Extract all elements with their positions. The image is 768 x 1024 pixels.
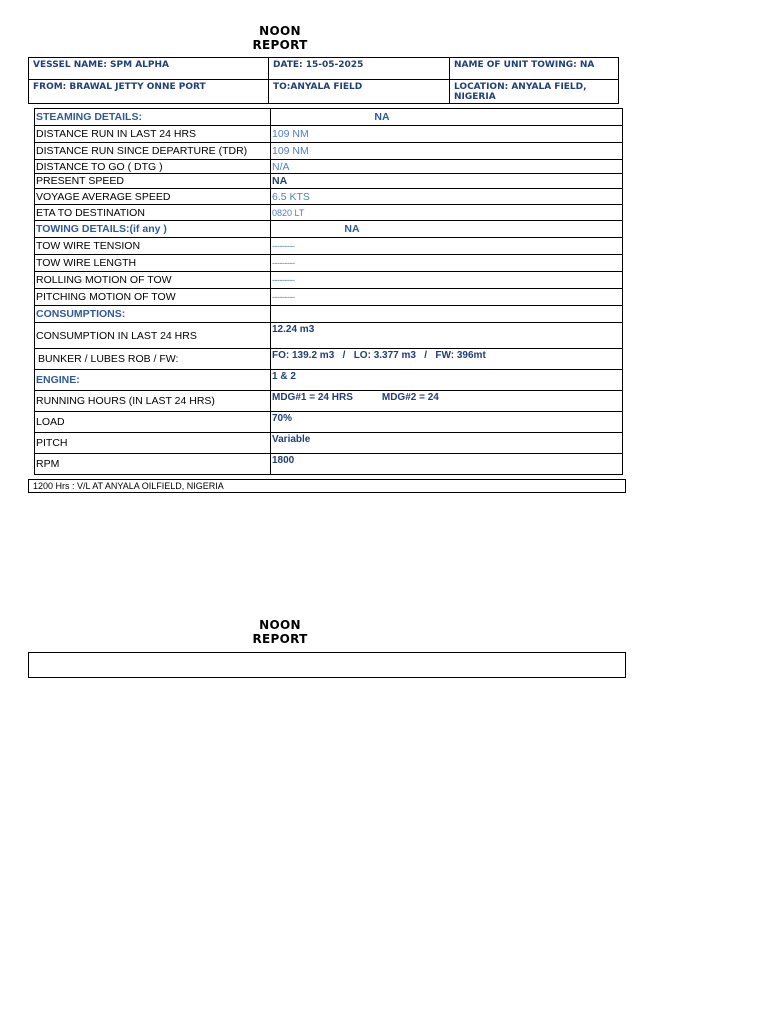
- towing-heading: TOWING DETAILS:(if any ): [35, 221, 271, 238]
- row-value: 70%: [271, 412, 623, 433]
- footer-note: 1200 Hrs : V/L AT ANYALA OILFIELD, NIGERIA: [28, 479, 626, 493]
- engine-heading-value: 1 & 2: [271, 370, 623, 391]
- row-value: 0820 LT: [271, 205, 623, 221]
- row-value: ---------: [271, 255, 623, 272]
- row-label: DISTANCE RUN SINCE DEPARTURE (TDR): [35, 143, 271, 160]
- row-label: VOYAGE AVERAGE SPEED: [35, 189, 271, 205]
- report-details-table: [34, 108, 623, 475]
- row-label: RUNNING HOURS (IN LAST 24 HRS): [35, 391, 271, 412]
- row-label: ROLLING MOTION OF TOW: [35, 272, 271, 289]
- row-value: 1800: [271, 454, 623, 475]
- row-value: ---------: [271, 272, 623, 289]
- unit-towing: NAME OF UNIT TOWING: NA: [450, 58, 619, 80]
- report-title-2: NOON REPORT: [252, 618, 308, 646]
- row-value: 109 NM: [271, 126, 623, 143]
- towing-heading-value: NA: [271, 221, 623, 238]
- row-value: NA: [271, 174, 623, 189]
- steaming-heading: STEAMING DETAILS:: [35, 109, 271, 126]
- to-destination: TO:ANYALA FIELD: [269, 80, 450, 104]
- steaming-heading-value: NA: [271, 109, 623, 126]
- mdg1-hours: MDG#1 = 24 HRS: [272, 392, 353, 403]
- row-value: 109 NM: [271, 143, 623, 160]
- header-table: [28, 57, 619, 104]
- from-port: FROM: BRAWAL JETTY ONNE PORT: [29, 80, 269, 104]
- row-label: PITCH: [35, 433, 271, 454]
- row-value: FO: 139.2 m3 / LO: 3.377 m3 / FW: 396mt: [271, 349, 623, 370]
- row-label: PRESENT SPEED: [35, 174, 271, 189]
- vessel-name: VESSEL NAME: SPM ALPHA: [29, 58, 269, 80]
- running-hours-values: [271, 391, 623, 412]
- consumptions-heading: CONSUMPTIONS:: [35, 306, 271, 323]
- empty-cell: [271, 306, 623, 323]
- engine-heading: ENGINE:: [35, 370, 271, 391]
- row-label: ETA TO DESTINATION: [35, 205, 271, 221]
- row-label: DISTANCE TO GO ( DTG ): [35, 160, 271, 174]
- location: LOCATION: ANYALA FIELD, NIGERIA: [450, 80, 619, 104]
- row-value: 6.5 KTS: [271, 189, 623, 205]
- row-value: ---------: [271, 238, 623, 255]
- row-label: TOW WIRE TENSION: [35, 238, 271, 255]
- row-value: 12.24 m3: [271, 323, 623, 349]
- row-value: N/A: [271, 160, 623, 174]
- row-label: TOW WIRE LENGTH: [35, 255, 271, 272]
- mdg2-hours: MDG#2 = 24: [381, 392, 439, 403]
- row-label: CONSUMPTION IN LAST 24 HRS: [35, 323, 271, 349]
- row-label: BUNKER / LUBES ROB / FW:: [35, 349, 271, 370]
- row-value: Variable: [271, 433, 623, 454]
- row-label: PITCHING MOTION OF TOW: [35, 289, 271, 306]
- row-value: ---------: [271, 289, 623, 306]
- empty-report-box: [28, 652, 626, 678]
- row-label: LOAD: [35, 412, 271, 433]
- report-date: DATE: 15-05-2025: [269, 58, 450, 80]
- row-label: RPM: [35, 454, 271, 475]
- report-title: NOON REPORT: [252, 24, 308, 52]
- row-label: DISTANCE RUN IN LAST 24 HRS: [35, 126, 271, 143]
